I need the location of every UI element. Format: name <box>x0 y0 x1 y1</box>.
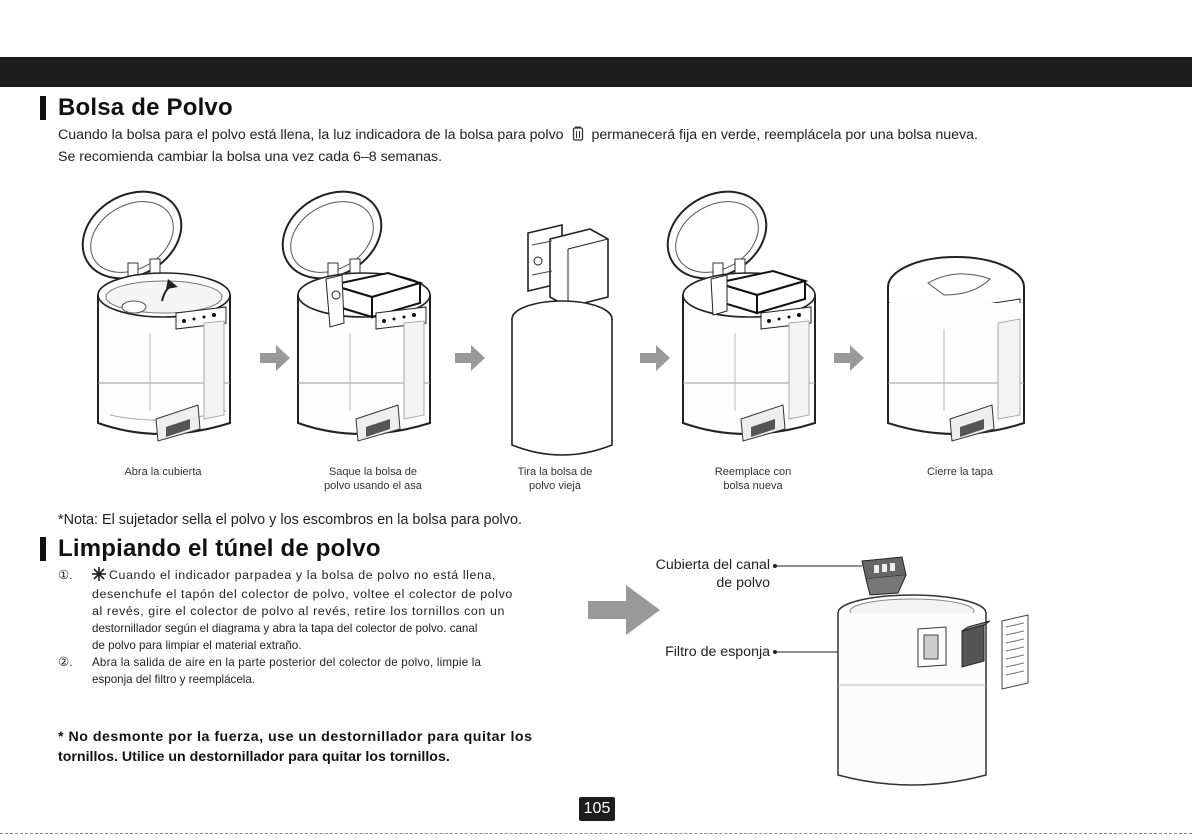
caption-figure-5: Cierre la tapa <box>926 466 994 478</box>
dust-bag-icon <box>572 126 584 147</box>
title-marker <box>40 537 46 561</box>
label-channel-cover: Cubierta del canal de polvo <box>655 557 770 591</box>
label-sponge-filter: Filtro de esponja <box>665 644 770 660</box>
intro-text-a: Cuando la bolsa para el polvo está llena, la luz indicadora de la bolsa para polvo <box>58 127 564 143</box>
intro-text-b: permanecerá fija en verde, reemplácela por una bolsa nueva. <box>591 127 978 143</box>
section-title-text: Limpiando el túnel de polvo <box>58 535 381 562</box>
page-number: 105 <box>579 797 615 821</box>
caption-figure-4: Reemplace con bolsa nueva <box>714 466 792 492</box>
figure-open-lid <box>70 183 250 463</box>
sparkle-indicator-icon <box>92 567 106 586</box>
collector-diagram <box>770 555 1050 800</box>
figure-throw-bag <box>490 183 620 463</box>
large-arrow-icon <box>588 585 660 640</box>
note-text: *Nota: El sujetador sella el polvo y los escombros en la bolsa para polvo. <box>58 512 522 528</box>
step-arrow-2 <box>455 345 485 376</box>
caption-figure-1: Abra la cubierta <box>124 466 202 478</box>
bottom-divider <box>0 833 1192 834</box>
cleaning-steps <box>58 567 578 688</box>
warning-text: * No desmonte por la fuerza, use un destornillador para quitar los tornillos. Utilice un destornillador para quitar los tornillos. <box>58 729 533 765</box>
intro-text-line2: Se recomienda cambiar la bolsa una vez cada 6–8 semanas. <box>58 149 443 165</box>
figure-remove-bag <box>270 183 450 463</box>
figure-replace-bag <box>655 183 835 463</box>
step-2: ②. Abra la salida de aire en la parte posterior del colector de polvo, limpie la esponja del filtro y reemplácela. <box>58 655 482 686</box>
step-1: ①. Cuando el indicador parpadea y la bolsa de polvo no está llena, desenchufe el tapón del colector de polvo, voltee el colector de polvo al revés, gire el colector de polvo al revés, retire los tornillos con un destornillador según el diagrama y abra la tapa del colector de polvo. canal de polvo para limpiar el material extraño. <box>58 568 513 652</box>
step-number: ②. <box>58 655 73 669</box>
caption-figure-3: Tira la bolsa de polvo vieja <box>517 466 593 492</box>
step-number: ①. <box>58 568 73 582</box>
header-bar <box>0 57 1192 87</box>
figure-close-lid <box>870 183 1040 463</box>
intro-paragraph <box>58 125 1168 167</box>
section-title-dust-bag <box>40 94 233 122</box>
title-marker <box>40 96 46 120</box>
caption-figure-2: Saque la bolsa de polvo usando el asa <box>324 466 422 492</box>
section-title-dust-tunnel <box>40 535 381 563</box>
step-arrow-4 <box>834 345 864 376</box>
section-title-text: Bolsa de Polvo <box>58 94 233 121</box>
